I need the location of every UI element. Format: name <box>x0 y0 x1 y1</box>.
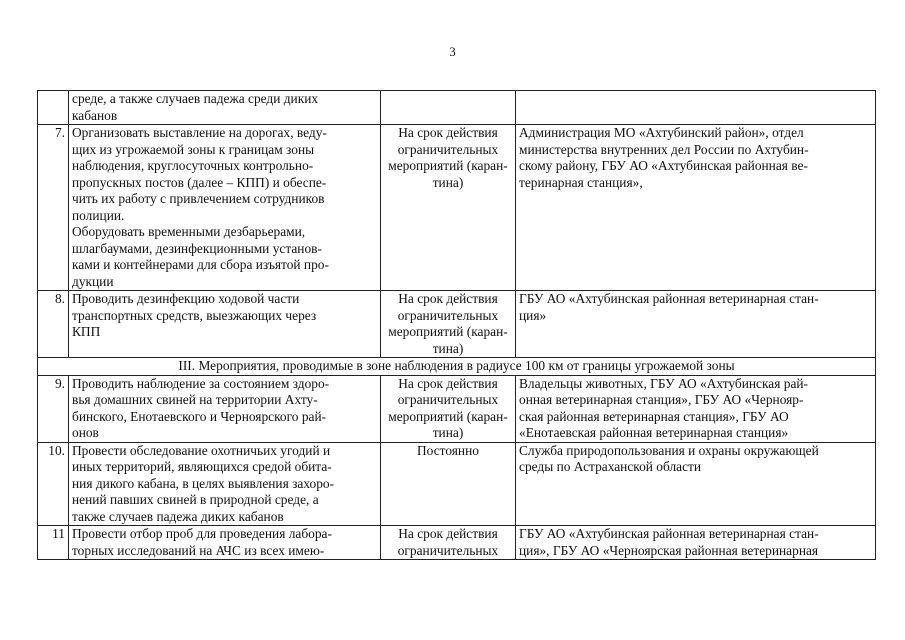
section-heading: III. Мероприятия, проводимые в зоне наблюдения в радиусе 100 км от границы угрожаемой зоны <box>38 358 876 376</box>
term-cell: На срок действия ограничительных мероприятий (каран- тина) <box>381 291 516 358</box>
responsible-cell: ГБУ АО «Ахтубинская районная ветеринарная стан- ция», ГБУ АО «Черноярская районная ветеринарная <box>516 526 876 560</box>
table-row <box>38 375 876 442</box>
table-row <box>38 442 876 526</box>
action-cell: Провести обследование охотничьих угодий и иных территорий, являющихся средой обита- ния дикого кабана, в целях выявления захоро- нений павших свиней в природной среде, а также случаев падежа диких кабанов <box>69 442 381 526</box>
term-cell: На срок действия ограничительных мероприятий (каран- тина) <box>381 125 516 291</box>
responsible-cell: Администрация МО «Ахтубинский район», отдел министерства внутренних дел России по Ахтубин- скому району, ГБУ АО «Ахтубинская районная ве- теринарная станция», <box>516 125 876 291</box>
action-cell: Проводить дезинфекцию ходовой части транспортных средств, выезжающих через КПП <box>69 291 381 358</box>
section-heading-row <box>38 358 876 376</box>
table-row <box>38 91 876 125</box>
action-cell: Организовать выставление на дорогах, веду- щих из угрожаемой зоны к границам зоны наблюдения, круглосуточных контрольно- пропускных постов (далее – КПП) и обеспе- чить их работу с привлечением сотрудников полиции. Оборудовать временными дезбарьерами, шлагбаумами, дезинфекционными установ- ками и контейнерами для сбора изъятой про- дукции <box>69 125 381 291</box>
term-cell <box>381 91 516 125</box>
action-cell: Проводить наблюдение за состоянием здоро- вья домашних свиней на территории Ахту- бинского, Енотаевского и Черноярского рай- онов <box>69 375 381 442</box>
action-cell: среде, а также случаев падежа среди диких кабанов <box>69 91 381 125</box>
term-cell: На срок действия ограничительных <box>381 526 516 560</box>
page-number: 3 <box>449 44 456 59</box>
table-row <box>38 291 876 358</box>
responsible-cell: Служба природопользования и охраны окружающей среды по Астраханской области <box>516 442 876 526</box>
row-number: 11 <box>38 526 69 560</box>
term-cell: Постоянно <box>381 442 516 526</box>
table-row <box>38 125 876 291</box>
row-number: 8. <box>38 291 69 358</box>
term-cell: На срок действия ограничительных мероприятий (каран- тина) <box>381 375 516 442</box>
row-number: 7. <box>38 125 69 291</box>
action-cell: Провести отбор проб для проведения лабора- торных исследований на АЧС из всех имею- <box>69 526 381 560</box>
responsible-cell <box>516 91 876 125</box>
table-row <box>38 526 876 560</box>
row-number: 10. <box>38 442 69 526</box>
responsible-cell: Владельцы животных, ГБУ АО «Ахтубинская рай- онная ветеринарная станция», ГБУ АО «Чернояр- ская районная ветеринарная станция», ГБУ АО «Енотаевская районная ветеринарная станция» <box>516 375 876 442</box>
measures-table <box>37 90 876 560</box>
row-number <box>38 91 69 125</box>
responsible-cell: ГБУ АО «Ахтубинская районная ветеринарная стан- ция» <box>516 291 876 358</box>
row-number: 9. <box>38 375 69 442</box>
